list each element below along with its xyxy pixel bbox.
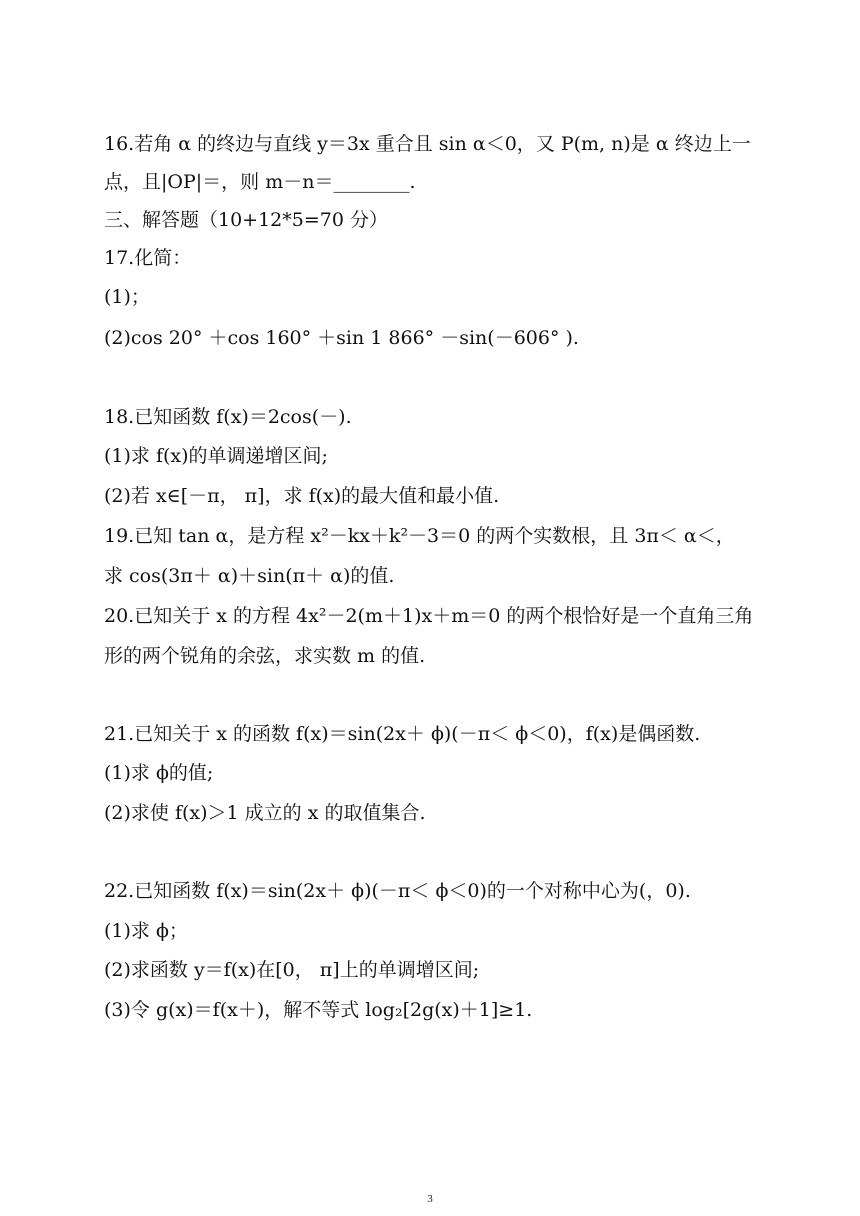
problem-18-part-1: (1)求 f(x)的单调递增区间; [104, 445, 328, 467]
section-heading: 三、解答题（10+12*5=70 分） [104, 209, 388, 231]
problem-21-part-2: (2)求使 f(x)＞1 成立的 x 的取值集合. [104, 802, 426, 824]
problem-20-line-1: 20.已知关于 x 的方程 4x²－2(m＋1)x＋m＝0 的两个根恰好是一个直角三角 [104, 605, 754, 627]
problem-22-part-2: (2)求函数 y＝f(x)在[0， π]上的单调增区间; [104, 959, 480, 981]
problem-21-title: 21.已知关于 x 的函数 f(x)＝sin(2x＋ ϕ)(－π＜ ϕ＜0)，f(x)是偶函数. [104, 723, 701, 745]
problem-16-line-1: 16.若角 α 的终边与直线 y＝3x 重合且 sin α＜0，又 P(m, n)是 α 终边上一 [104, 133, 751, 155]
problem-19-line-1: 19.已知 tan α，是方程 x²－kx＋k²－3＝0 的两个实数根，且 3π＜ α＜， [104, 525, 735, 547]
problem-17-part-1: (1)； [104, 286, 150, 308]
problem-18-title: 18.已知函数 f(x)＝2cos(－). [104, 406, 352, 428]
problem-22-part-3: (3)令 g(x)＝f(x＋)，解不等式 log₂[2g(x)＋1]≥1. [104, 999, 533, 1021]
problem-17-part-2: (2)cos 20° ＋cos 160° ＋sin 1 866° －sin(－606° ). [104, 327, 579, 349]
problem-20-line-2: 形的两个锐角的余弦，求实数 m 的值. [104, 645, 426, 667]
problem-22-part-1: (1)求 ϕ； [104, 920, 188, 942]
page-number: 3 [427, 1193, 433, 1205]
problem-16-line-2: 点，且|OP|＝，则 m－n＝________. [104, 171, 416, 193]
problem-19-line-2: 求 cos(3π＋ α)＋sin(π＋ α)的值. [104, 565, 395, 587]
problem-21-part-1: (1)求 ϕ的值; [104, 762, 214, 784]
problem-17-title: 17.化简： [104, 247, 192, 269]
problem-18-part-2: (2)若 x∈[－π， π]，求 f(x)的最大值和最小值. [104, 485, 500, 507]
problem-22-title: 22.已知函数 f(x)＝sin(2x＋ ϕ)(－π＜ ϕ＜0)的一个对称中心为(，0). [104, 880, 691, 902]
